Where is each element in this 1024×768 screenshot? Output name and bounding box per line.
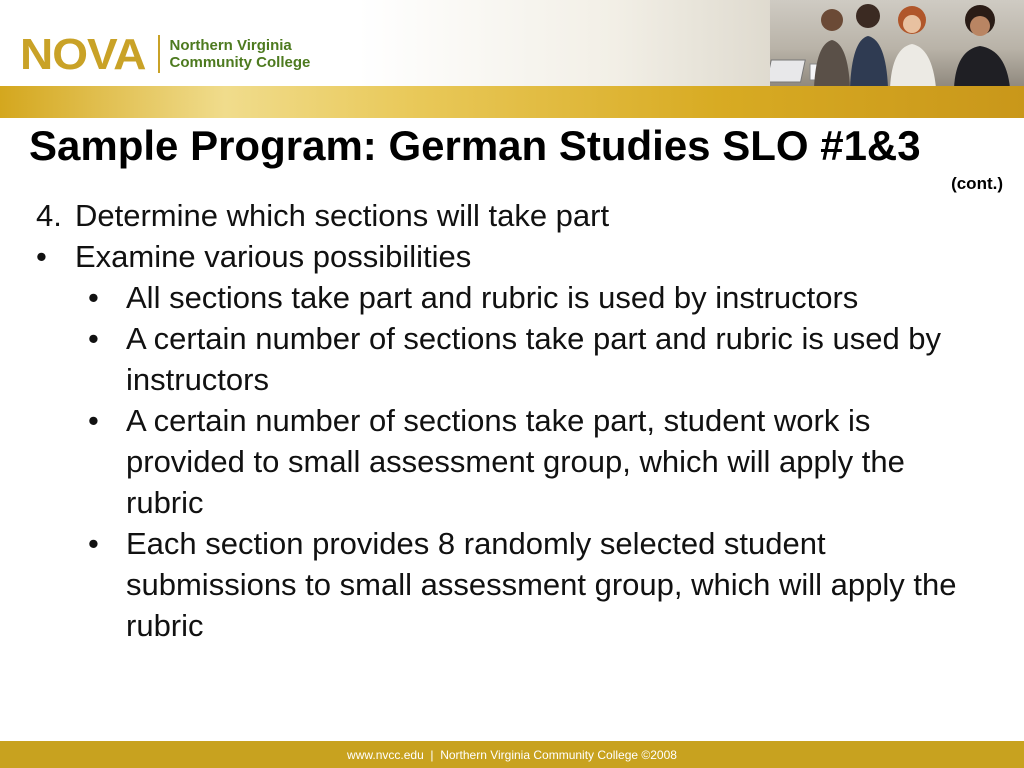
sub-list-item [0,318,1024,400]
footer-text: www.nvcc.edu | Northern Virginia Community College ©2008 [347,747,677,762]
logo-divider [158,35,160,73]
footer-bar [0,741,1024,768]
bullet: • [88,526,99,561]
students-photo-illustration [770,0,1024,88]
slide-title: Sample Program: German Studies SLO #1&3 [29,122,921,169]
logo-wordmark: NOVA [20,29,146,79]
nova-logo [20,29,311,79]
sub-list-item [0,523,1024,646]
list-number: 4. [36,198,62,233]
list-item-text: Each section provides 8 randomly selected student submissions to small assessment group, which will apply the rubric [126,526,957,643]
slide-body [0,195,1024,646]
bullet: • [88,321,99,356]
header-gold-band [0,86,1024,118]
list-item-text: All sections take part and rubric is used by instructors [126,280,859,315]
bullet: • [88,280,99,315]
list-item-text: Determine which sections will take part [75,198,610,233]
logo-line-1: Northern Virginia [169,37,292,54]
students-photo [770,0,1024,88]
list-item-text: A certain number of sections take part and rubric is used by instructors [126,321,942,397]
bullet: • [36,239,47,274]
logo-college-name [170,37,311,71]
slide-title-cont: (cont.) [951,174,1003,193]
list-item-text: A certain number of sections take part, student work is provided to small assessment group, which will apply the rubric [126,403,905,520]
list-item [0,236,1024,277]
bullet: • [88,403,99,438]
logo-line-2: Community College [169,54,311,71]
list-item [0,195,1024,236]
header-banner [0,0,1024,88]
sub-list-item [0,400,1024,523]
list-item-text: Examine various possibilities [75,239,472,274]
sub-list-item [0,277,1024,318]
